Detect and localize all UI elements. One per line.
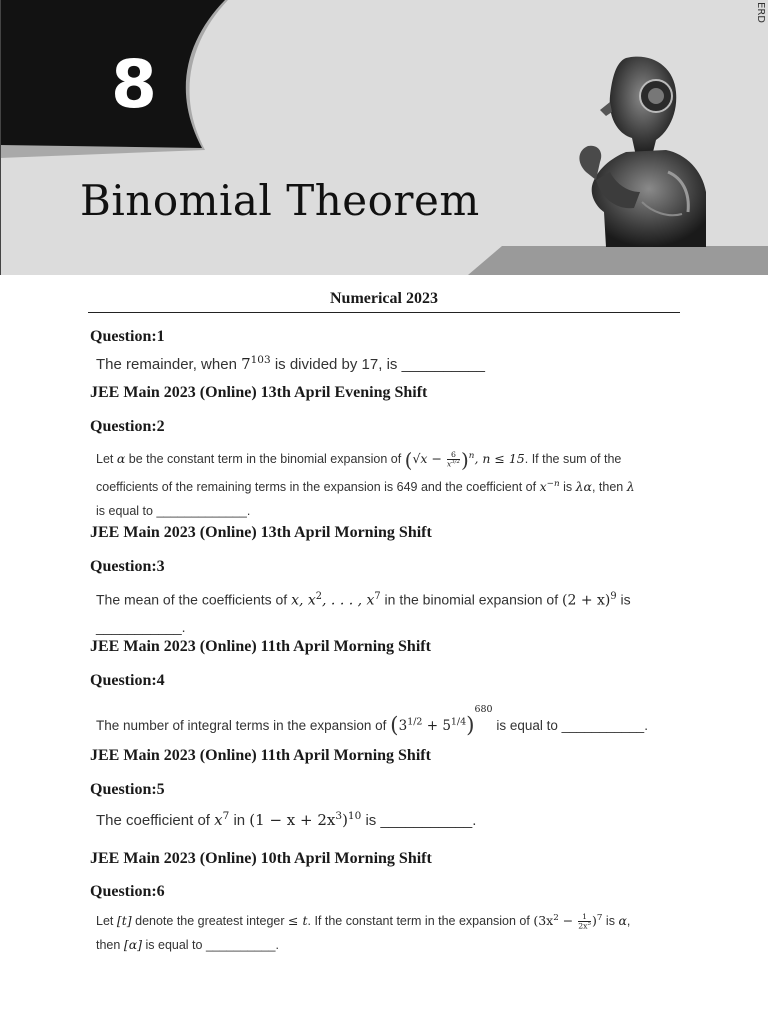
q4-paren-close: ) bbox=[466, 713, 475, 739]
q2-exp-n: n bbox=[468, 451, 475, 461]
q6-minus: − bbox=[558, 913, 578, 929]
q2-condition: , n ≤ 15 bbox=[474, 451, 525, 467]
q6-l2-a: then bbox=[96, 938, 124, 953]
section-title: Numerical 2023 bbox=[88, 290, 680, 313]
q2-alpha: α bbox=[116, 451, 126, 467]
q6-expr-close: ) bbox=[591, 913, 597, 929]
q3-l2: ___________. bbox=[96, 618, 186, 635]
chapter-title: Binomial Theorem bbox=[80, 176, 480, 225]
q4-paren-open: ( bbox=[390, 713, 399, 739]
q6-expr-open: (3x bbox=[533, 913, 554, 929]
question-6-text bbox=[96, 906, 676, 957]
q2-l2-c: , then bbox=[591, 480, 627, 495]
q3-expr-sup: 9 bbox=[610, 591, 617, 602]
question-3-text bbox=[96, 584, 676, 640]
q5-expr-sup: 10 bbox=[347, 810, 362, 822]
q6-alpha: α bbox=[618, 913, 627, 929]
q2-l2-a: coefficients of the remaining terms in the expansion is 649 and the coefficient of bbox=[96, 480, 540, 495]
chapter-number: 8 bbox=[111, 46, 157, 123]
side-text: ERD bbox=[755, 2, 766, 23]
q5-expr-sup3: 3 bbox=[335, 810, 343, 822]
q2-l1-b: be the constant term in the binomial expansion of bbox=[125, 452, 405, 467]
question-2-source: JEE Main 2023 (Online) 13th April Morning Shift bbox=[90, 524, 432, 541]
q4-l1-a: The number of integral terms in the expansion of bbox=[96, 718, 391, 733]
q2-frac-num: 6 bbox=[447, 451, 460, 460]
q5-x: x bbox=[214, 811, 223, 829]
q3-expr: (2 + x) bbox=[562, 592, 611, 609]
q6-le-t: ≤ t bbox=[288, 913, 308, 929]
q4-base-1: 3 bbox=[398, 718, 408, 734]
question-3-heading: Question:3 bbox=[90, 558, 165, 575]
question-3-source: JEE Main 2023 (Online) 11th April Morning Shift bbox=[90, 638, 431, 655]
robot-thinker-image bbox=[556, 52, 706, 247]
q5-expr-b: ) bbox=[342, 811, 348, 829]
q4-l1-b: is equal to ___________. bbox=[492, 718, 648, 733]
q2-l1-a: Let bbox=[96, 452, 117, 467]
question-1-heading: Question:1 bbox=[90, 328, 165, 345]
q2-x-exp: −n bbox=[546, 478, 560, 489]
q1-base: 7 bbox=[241, 355, 251, 373]
q2-lambda-alpha: λα bbox=[575, 479, 592, 495]
question-1-text bbox=[96, 352, 676, 378]
question-2-text bbox=[96, 444, 676, 523]
q4-plus: + bbox=[422, 718, 443, 734]
q1-text-b: is divided by 17, is __________ bbox=[270, 356, 485, 373]
q1-text-a: The remainder, when bbox=[96, 356, 242, 373]
q4-exp-1: 1/2 bbox=[407, 716, 423, 728]
q6-l1-a: Let bbox=[96, 914, 117, 929]
q6-l1-d: is bbox=[602, 914, 619, 929]
question-4-source: JEE Main 2023 (Online) 11th April Morning Shift bbox=[90, 747, 431, 764]
q6-expr-sup: 2 bbox=[553, 913, 559, 923]
q6-frac-num: 1 bbox=[578, 913, 591, 922]
q3-l1-b: in the binomial expansion of bbox=[380, 591, 562, 608]
question-5-heading: Question:5 bbox=[90, 781, 165, 798]
q2-lambda: λ bbox=[626, 479, 635, 495]
q4-exp-outer: 680 bbox=[474, 704, 493, 715]
question-4-text bbox=[96, 702, 676, 745]
q6-fraction bbox=[578, 913, 591, 931]
q2-x: x bbox=[539, 479, 547, 495]
question-2-heading: Question:2 bbox=[90, 418, 165, 435]
q3-l1-a: The mean of the coefficients of bbox=[96, 591, 292, 608]
q3-l1-c: is bbox=[616, 591, 631, 608]
question-6-heading: Question:6 bbox=[90, 883, 165, 900]
q3-terms: x, x bbox=[291, 592, 316, 609]
q2-minus: − bbox=[427, 451, 446, 467]
q3-terms-b: , . . . , x bbox=[322, 592, 375, 609]
q6-floor-alpha: [α] bbox=[123, 937, 143, 953]
q2-sqrt-x: √x bbox=[412, 451, 428, 467]
q2-frac-den: $x^{3/2}$ bbox=[446, 459, 460, 469]
q5-l1-c: is ___________. bbox=[361, 812, 477, 829]
q2-l2-b: is bbox=[559, 480, 576, 495]
q2-l3: is equal to _____________. bbox=[96, 504, 251, 519]
q3-terms-sup2: 7 bbox=[374, 591, 381, 602]
question-1-source: JEE Main 2023 (Online) 13th April Evening Shift bbox=[90, 384, 428, 401]
q6-l2-b: is equal to __________. bbox=[142, 938, 279, 953]
chapter-header bbox=[0, 0, 768, 275]
q3-terms-sup: 2 bbox=[315, 591, 323, 602]
q6-floor-t: [t] bbox=[116, 913, 132, 929]
question-list bbox=[88, 290, 680, 953]
q6-l1-e: , bbox=[626, 914, 631, 929]
q1-exponent: 103 bbox=[250, 354, 271, 366]
q2-fraction bbox=[447, 451, 460, 469]
question-4-heading: Question:4 bbox=[90, 672, 165, 689]
q5-x-sup: 7 bbox=[222, 810, 230, 822]
q4-exp-2: 1/4 bbox=[450, 716, 467, 728]
q5-l1-b: in bbox=[229, 812, 250, 829]
q6-frac-den: $2x^5$ bbox=[578, 921, 591, 931]
q2-l1-c: . If the sum of the bbox=[524, 452, 622, 467]
q4-base-2: 5 bbox=[442, 718, 451, 734]
q6-l1-c: . If the constant term in the expansion of bbox=[307, 914, 534, 929]
q2-paren-close: ) bbox=[460, 447, 469, 472]
q6-l1-b: denote the greatest integer bbox=[131, 914, 289, 929]
question-5-text bbox=[96, 808, 676, 834]
q6-expr-exp: 7 bbox=[596, 913, 603, 923]
q5-expr: (1 − x + 2x bbox=[249, 811, 336, 829]
q2-paren-open: ( bbox=[404, 447, 413, 472]
q5-l1-a: The coefficient of bbox=[96, 812, 215, 829]
question-5-source: JEE Main 2023 (Online) 10th April Morning Shift bbox=[90, 850, 432, 867]
